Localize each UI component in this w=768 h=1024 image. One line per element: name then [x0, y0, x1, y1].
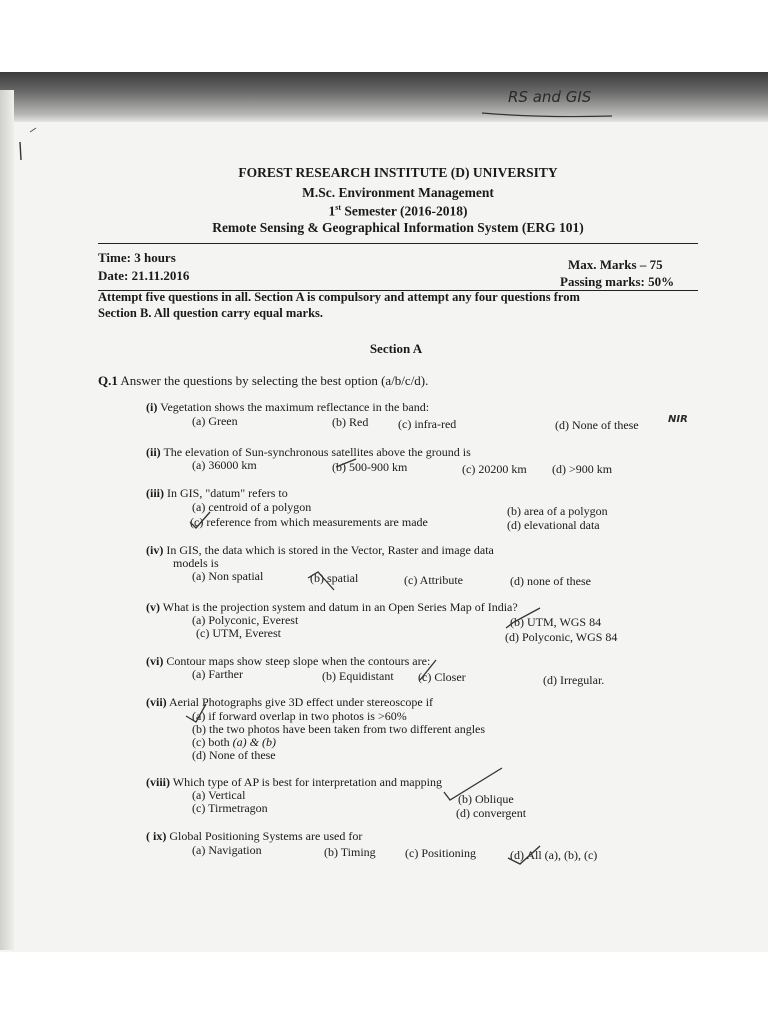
q-viii-option-a: (a) Vertical [192, 788, 246, 802]
q-viii-option-d: (d) convergent [456, 806, 527, 820]
q-i-option-d: (d) None of these [555, 418, 639, 432]
q-ii-option-d: (d) >900 km [552, 462, 613, 476]
tick-vi-c [420, 660, 436, 680]
question-iv: (iv) In GIS, the data which is stored in the Vector, Raster and image data [146, 543, 494, 557]
tick-iv-b [308, 572, 334, 590]
q-vi-option-b: (b) Equidistant [322, 669, 394, 683]
program-name: M.Sc. Environment Management [302, 185, 494, 200]
q-v-option-a: (a) Polyconic, Everest [192, 613, 299, 627]
q-ii-option-b: (b) 500-900 km [332, 460, 408, 474]
passing-marks: Passing marks: 50% [560, 274, 675, 289]
q-vii-option-a: (a) if forward overlap in two photos is >60% [192, 709, 407, 723]
q-vii-option-d: (d) None of these [192, 748, 276, 762]
q-iv-option-c: (c) Attribute [404, 573, 463, 587]
university-name: FOREST RESEARCH INSTITUTE (D) UNIVERSITY [238, 165, 558, 180]
q-i-option-c: (c) infra-red [398, 417, 457, 431]
q-ii-option-c: (c) 20200 km [462, 462, 527, 476]
q-ii-option-a: (a) 36000 km [192, 458, 257, 472]
instructions-line1: Attempt five questions in all. Section A is compulsory and attempt any four questions from [98, 290, 580, 304]
section-title: Section A [369, 341, 423, 356]
tick-ii-b [336, 459, 356, 467]
q-ix-option-d: (d) All (a), (b), (c) [510, 848, 598, 862]
instructions-line2: Section B. All question carry equal marks. [98, 306, 324, 320]
q-vii-option-c: (c) both (a) & (b) [192, 735, 276, 749]
question-iv-cont: models is [173, 556, 219, 570]
q-iv-option-a: (a) Non spatial [192, 569, 264, 583]
question-iii: (iii) In GIS, "datum" refers to [146, 486, 288, 500]
course-title: Remote Sensing & Geographical Information System (ERG 101) [212, 220, 584, 235]
tick-iii-c [190, 512, 210, 528]
q-iii-option-d: (d) elevational data [507, 518, 600, 532]
question-viii: (viii) Which type of AP is best for interpretation and mapping [146, 775, 442, 789]
q-iv-option-b: (b) spatial [310, 571, 359, 585]
question-vii: (vii) Aerial Photographs give 3D effect under stereoscope if [146, 695, 434, 709]
q-ix-option-c: (c) Positioning [405, 846, 476, 860]
question-vi: (vi) Contour maps show steep slope when the contours are: [146, 654, 431, 668]
tick-ix-d [508, 846, 540, 864]
question-ii: (ii) The elevation of Sun-synchronous satellites above the ground is [146, 445, 471, 459]
q1-heading: Q.1 Answer the questions by selecting the best option (a/b/c/d). [98, 373, 429, 388]
q-vi-option-d: (d) Irregular. [543, 673, 605, 687]
semester-line: 1st Semester (2016-2018) [328, 203, 468, 219]
q-vii-option-b: (b) the two photos have been taken from two different angles [192, 722, 486, 736]
margin-tick-small [30, 128, 36, 132]
tick-v-b [506, 608, 540, 628]
margin-tick [20, 142, 21, 160]
q-iii-option-a: (a) centroid of a polygon [192, 500, 312, 514]
handwritten-answer-nir: NIR [668, 414, 688, 425]
q-ix-option-b: (b) Timing [324, 845, 376, 859]
q-iii-option-c: (c) reference from which measurements are made [190, 515, 428, 529]
tick-viii-b [444, 768, 502, 800]
q-viii-option-b: (b) Oblique [458, 792, 514, 806]
max-marks: Max. Marks – 75 [568, 257, 663, 272]
q-v-option-d: (d) Polyconic, WGS 84 [505, 630, 618, 644]
q-vi-option-a: (a) Farther [192, 667, 243, 681]
q-vi-option-c: (c) Closer [418, 670, 466, 684]
q-iv-option-d: (d) none of these [510, 574, 591, 588]
question-ix: ( ix) Global Positioning Systems are used for [146, 829, 363, 843]
q-iii-option-b: (b) area of a polygon [507, 504, 608, 518]
q-v-option-c: (c) UTM, Everest [196, 626, 281, 640]
exam-time: Time: 3 hours [98, 250, 176, 265]
q-viii-option-c: (c) Tirmetragon [192, 801, 268, 815]
q-v-option-b: (b) UTM, WGS 84 [510, 615, 602, 629]
tick-vii-a [186, 704, 206, 722]
exam-date: Date: 21.11.2016 [98, 268, 190, 283]
q-i-option-b: (b) Red [332, 415, 369, 429]
q-ix-option-a: (a) Navigation [192, 843, 262, 857]
question-i: (i) Vegetation shows the maximum reflectance in the band: [146, 400, 430, 414]
handwritten-underline [482, 113, 612, 117]
question-v: (v) What is the projection system and datum in an Open Series Map of India? [146, 600, 518, 614]
q-i-option-a: (a) Green [192, 414, 238, 428]
handwritten-note: RS and GIS [508, 88, 592, 106]
